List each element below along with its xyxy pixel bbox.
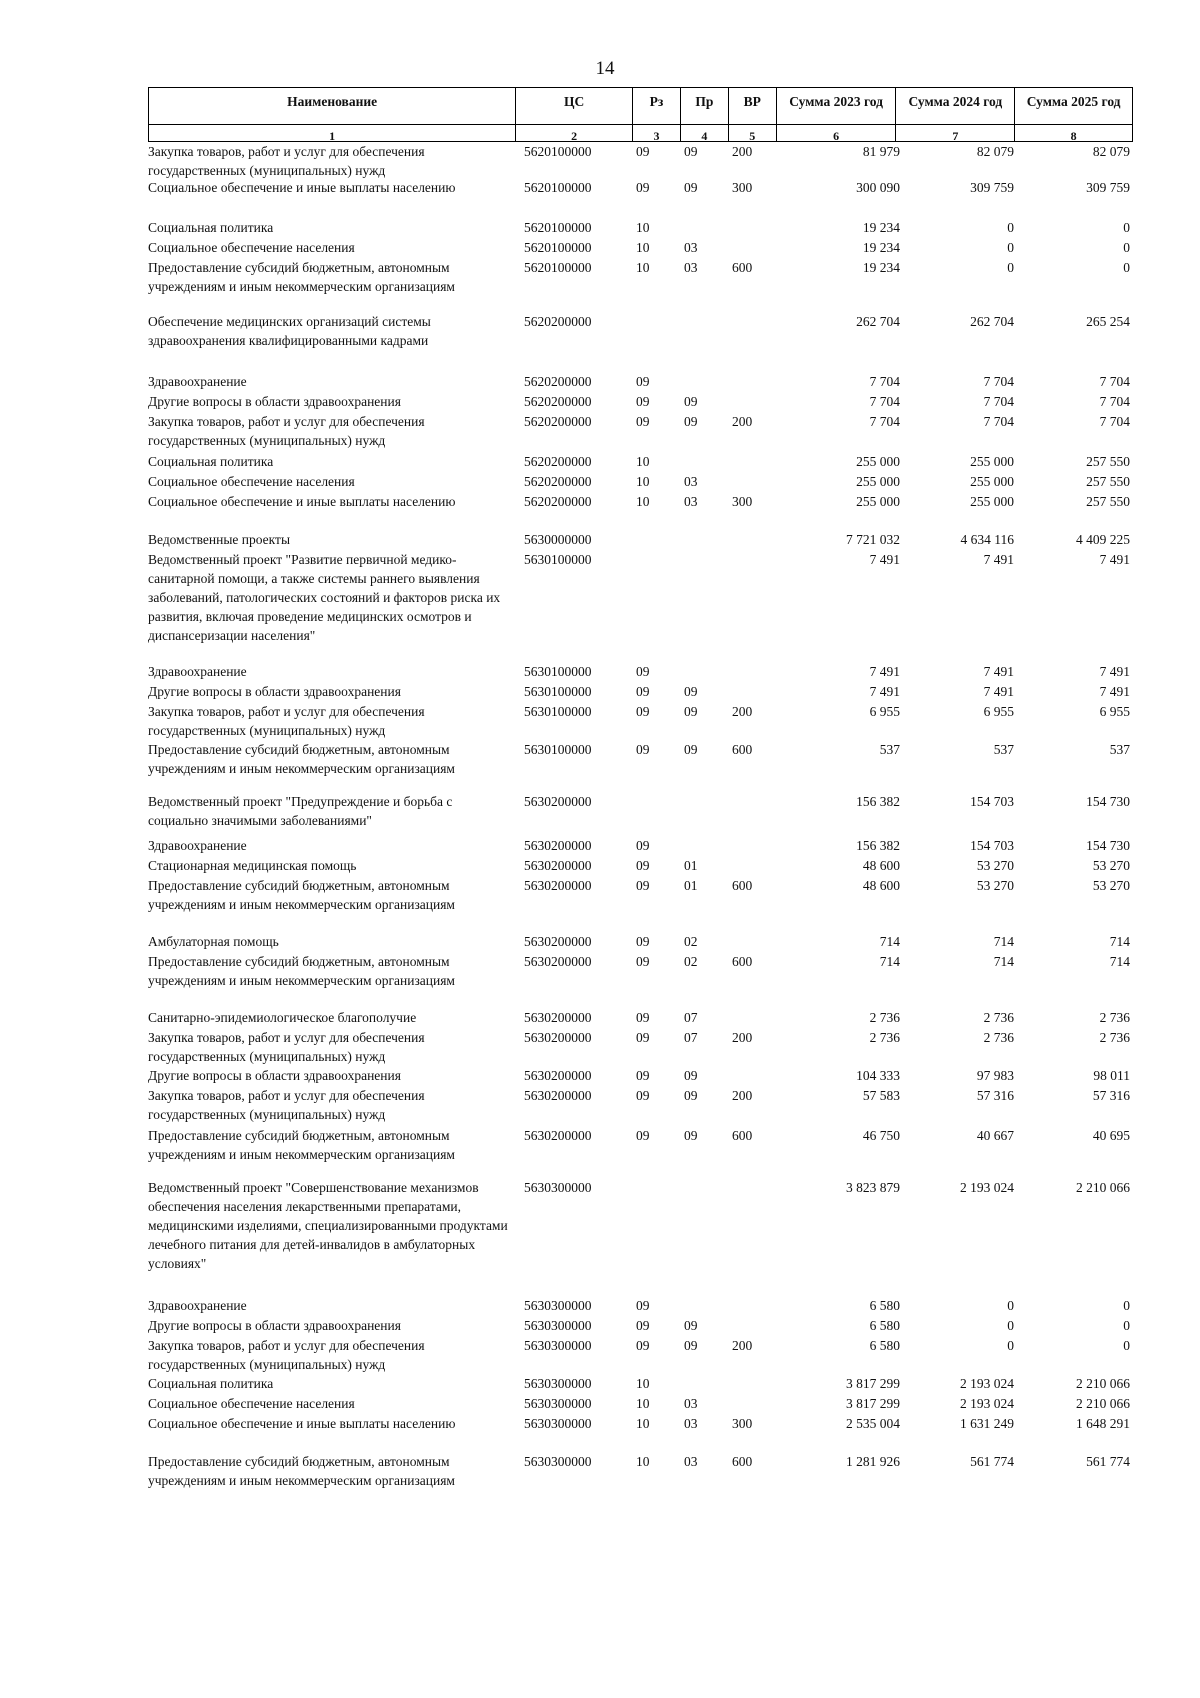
row-sum-2025: 257 550 (1086, 494, 1130, 509)
row-name: Закупка товаров, работ и услуг для обеспечения государственных (муниципальных) нужд (148, 1338, 425, 1372)
row-rz: 09 (636, 180, 650, 195)
row-vr: 200 (732, 1088, 753, 1103)
page-number: 14 (595, 58, 615, 79)
row-cs: 5630200000 (524, 1030, 592, 1045)
row-name: Закупка товаров, работ и услуг для обеспечения государственных (муниципальных) нужд (148, 144, 425, 178)
row-pr: 09 (684, 1088, 698, 1103)
row-name: Социальное обеспечение населения (148, 1396, 355, 1411)
row-name: Другие вопросы в области здравоохранения (148, 1068, 401, 1083)
column-number: 6 (777, 125, 897, 141)
row-cs: 5630200000 (524, 1010, 592, 1025)
row-sum-2024: 0 (1007, 240, 1014, 255)
row-sum-2024: 255 000 (970, 454, 1014, 469)
row-name: Здравоохранение (148, 374, 247, 389)
row-rz: 09 (636, 1338, 650, 1353)
row-rz: 09 (636, 374, 650, 389)
budget-table (148, 87, 1133, 1488)
row-sum-2025: 537 (1109, 742, 1130, 757)
row-sum-2025: 714 (1109, 954, 1130, 969)
row-name: Закупка товаров, работ и услуг для обеспечения государственных (муниципальных) нужд (148, 414, 425, 448)
row-sum-2024: 0 (1007, 1318, 1014, 1333)
row-name: Социальное обеспечение населения (148, 474, 355, 489)
row-name: Здравоохранение (148, 664, 247, 679)
row-pr: 09 (684, 394, 698, 409)
row-cs: 5620100000 (524, 220, 592, 235)
row-sum-2025: 82 079 (1092, 144, 1130, 159)
row-cs: 5630200000 (524, 954, 592, 969)
row-cs: 5630300000 (524, 1338, 592, 1353)
row-cs: 5620200000 (524, 454, 592, 469)
row-sum-2025: 0 (1123, 240, 1130, 255)
row-sum-2025: 0 (1123, 1298, 1130, 1313)
row-sum-2025: 4 409 225 (1076, 532, 1130, 547)
row-rz: 09 (636, 394, 650, 409)
row-pr: 07 (684, 1030, 698, 1045)
row-rz: 10 (636, 474, 650, 489)
row-sum-2024: 7 704 (983, 414, 1014, 429)
row-cs: 5630300000 (524, 1376, 592, 1391)
row-vr: 200 (732, 1338, 753, 1353)
column-number: 2 (516, 125, 633, 141)
row-sum-2024: 53 270 (976, 878, 1014, 893)
row-cs: 5620200000 (524, 374, 592, 389)
row-name: Закупка товаров, работ и услуг для обеспечения государственных (муниципальных) нужд (148, 1030, 425, 1064)
row-pr: 03 (684, 1396, 698, 1411)
row-name: Стационарная медицинская помощь (148, 858, 357, 873)
row-rz: 09 (636, 704, 650, 719)
row-vr: 600 (732, 260, 753, 275)
row-name: Здравоохранение (148, 838, 247, 853)
row-vr: 600 (732, 742, 753, 757)
row-sum-2024: 561 774 (970, 1454, 1014, 1469)
row-name: Предоставление субсидий бюджетным, автономным учреждениям и иным некоммерческим организациям (148, 742, 455, 776)
row-cs: 5630200000 (524, 1068, 592, 1083)
table-header (148, 87, 1133, 125)
row-cs: 5630200000 (524, 1088, 592, 1103)
row-sum-2025: 1 648 291 (1076, 1416, 1130, 1431)
row-sum-2023: 19 234 (862, 220, 900, 235)
row-sum-2024: 2 736 (983, 1010, 1014, 1025)
row-cs: 5630100000 (524, 664, 592, 679)
row-sum-2023: 3 817 299 (846, 1396, 900, 1411)
row-sum-2023: 19 234 (862, 240, 900, 255)
row-sum-2025: 154 730 (1086, 838, 1130, 853)
row-pr: 03 (684, 260, 698, 275)
row-cs: 5620200000 (524, 394, 592, 409)
row-cs: 5630200000 (524, 934, 592, 949)
row-sum-2024: 0 (1007, 220, 1014, 235)
row-pr: 09 (684, 1128, 698, 1143)
row-sum-2025: 0 (1123, 220, 1130, 235)
row-sum-2025: 7 704 (1099, 414, 1130, 429)
row-sum-2024: 0 (1007, 1298, 1014, 1313)
row-rz: 09 (636, 878, 650, 893)
row-rz: 10 (636, 1454, 650, 1469)
row-pr: 09 (684, 144, 698, 159)
row-cs: 5620100000 (524, 260, 592, 275)
row-sum-2023: 7 704 (869, 414, 900, 429)
row-name: Социальное обеспечение и иные выплаты населению (148, 1416, 456, 1431)
row-sum-2023: 255 000 (856, 494, 900, 509)
row-rz: 09 (636, 414, 650, 429)
row-sum-2024: 255 000 (970, 474, 1014, 489)
row-name: Другие вопросы в области здравоохранения (148, 1318, 401, 1333)
row-sum-2023: 7 491 (869, 664, 900, 679)
row-sum-2023: 255 000 (856, 474, 900, 489)
row-vr: 200 (732, 414, 753, 429)
row-cs: 5630000000 (524, 532, 592, 547)
row-cs: 5630200000 (524, 858, 592, 873)
row-pr: 03 (684, 240, 698, 255)
row-cs: 5630300000 (524, 1180, 592, 1195)
row-vr: 600 (732, 954, 753, 969)
row-sum-2024: 40 667 (976, 1128, 1014, 1143)
row-pr: 09 (684, 180, 698, 195)
row-sum-2023: 156 382 (856, 794, 900, 809)
row-sum-2024: 4 634 116 (960, 532, 1014, 547)
row-pr: 03 (684, 474, 698, 489)
row-sum-2025: 6 955 (1099, 704, 1130, 719)
row-rz: 09 (636, 838, 650, 853)
row-name: Другие вопросы в области здравоохранения (148, 394, 401, 409)
header-cs: ЦС (516, 88, 633, 124)
row-pr: 09 (684, 684, 698, 699)
row-sum-2024: 309 759 (970, 180, 1014, 195)
column-number: 8 (1070, 129, 1077, 141)
row-sum-2025: 154 730 (1086, 794, 1130, 809)
row-pr: 09 (684, 704, 698, 719)
row-cs: 5630100000 (524, 742, 592, 757)
row-name: Санитарно-эпидемиологическое благополучие (148, 1010, 417, 1025)
row-sum-2024: 82 079 (976, 144, 1014, 159)
row-sum-2025: 7 704 (1099, 374, 1130, 389)
row-rz: 10 (636, 454, 650, 469)
row-cs: 5630200000 (524, 878, 592, 893)
row-pr: 03 (684, 1454, 698, 1469)
row-name: Обеспечение медицинских организаций системы здравоохранения квалифицированными кадрами (148, 314, 431, 348)
row-rz: 09 (636, 1088, 650, 1103)
row-sum-2025: 0 (1123, 1338, 1130, 1353)
column-number: 1 (149, 125, 516, 141)
row-sum-2024: 714 (993, 934, 1014, 949)
row-rz: 10 (636, 1396, 650, 1411)
row-sum-2024: 6 955 (983, 704, 1014, 719)
row-sum-2024: 2 193 024 (960, 1396, 1014, 1411)
row-sum-2025: 2 736 (1099, 1010, 1130, 1025)
row-rz: 09 (636, 1030, 650, 1045)
row-sum-2023: 81 979 (862, 144, 900, 159)
row-pr: 01 (684, 878, 698, 893)
row-sum-2025: 309 759 (1086, 180, 1130, 195)
header-sum-2023: Сумма 2023 год (777, 88, 897, 124)
row-pr: 03 (684, 494, 698, 509)
row-name: Предоставление субсидий бюджетным, автономным учреждениям и иным некоммерческим организациям (148, 954, 455, 988)
column-number: 3 (633, 125, 681, 141)
row-sum-2023: 2 736 (869, 1030, 900, 1045)
row-sum-2025: 98 011 (1093, 1068, 1130, 1083)
row-rz: 10 (636, 260, 650, 275)
header-vr: ВР (729, 88, 777, 124)
row-sum-2023: 537 (879, 742, 900, 757)
row-pr: 09 (684, 1068, 698, 1083)
row-sum-2023: 2 535 004 (846, 1416, 900, 1431)
row-sum-2025: 7 491 (1099, 552, 1130, 567)
row-sum-2024: 57 316 (976, 1088, 1014, 1103)
row-name: Закупка товаров, работ и услуг для обеспечения государственных (муниципальных) нужд (148, 704, 425, 738)
row-pr: 09 (684, 1318, 698, 1333)
row-sum-2025: 714 (1109, 934, 1130, 949)
row-name: Предоставление субсидий бюджетным, автономным учреждениям и иным некоммерческим организациям (148, 1454, 455, 1488)
row-name: Закупка товаров, работ и услуг для обеспечения государственных (муниципальных) нужд (148, 1088, 425, 1122)
row-sum-2023: 104 333 (856, 1068, 900, 1083)
row-pr: 09 (684, 414, 698, 429)
row-cs: 5630300000 (524, 1454, 592, 1469)
row-rz: 10 (636, 1416, 650, 1431)
row-cs: 5630200000 (524, 838, 592, 853)
row-name: Здравоохранение (148, 1298, 247, 1313)
row-sum-2025: 7 491 (1099, 664, 1130, 679)
row-sum-2025: 53 270 (1092, 878, 1130, 893)
row-vr: 600 (732, 1454, 753, 1469)
row-name: Социальная политика (148, 220, 274, 235)
row-sum-2024: 97 983 (976, 1068, 1014, 1083)
header-rz: Рз (633, 88, 681, 124)
row-sum-2025: 7 491 (1099, 684, 1130, 699)
row-cs: 5630300000 (524, 1298, 592, 1313)
row-sum-2023: 3 817 299 (846, 1376, 900, 1391)
row-sum-2023: 48 600 (862, 878, 900, 893)
row-pr: 02 (684, 954, 698, 969)
row-name: Социальная политика (148, 454, 274, 469)
row-cs: 5620100000 (524, 144, 592, 159)
row-rz: 09 (636, 954, 650, 969)
header-sum-2024: Сумма 2024 год (896, 88, 1015, 124)
row-pr: 01 (684, 858, 698, 873)
row-cs: 5630300000 (524, 1318, 592, 1333)
row-sum-2025: 257 550 (1086, 474, 1130, 489)
row-sum-2023: 6 955 (869, 704, 900, 719)
row-cs: 5620200000 (524, 494, 592, 509)
row-name: Предоставление субсидий бюджетным, автономным учреждениям и иным некоммерческим организациям (148, 878, 455, 912)
row-name: Социальная политика (148, 1376, 274, 1391)
row-sum-2025: 265 254 (1086, 314, 1130, 329)
row-pr: 09 (684, 1338, 698, 1353)
row-sum-2023: 7 491 (869, 552, 900, 567)
row-sum-2024: 262 704 (970, 314, 1014, 329)
row-sum-2025: 53 270 (1092, 858, 1130, 873)
row-vr: 600 (732, 1128, 753, 1143)
row-sum-2025: 2 210 066 (1076, 1180, 1130, 1195)
row-rz: 09 (636, 1298, 650, 1313)
row-sum-2023: 714 (879, 934, 900, 949)
row-name: Ведомственный проект "Предупреждение и борьба с социально значимыми заболеваниями" (148, 794, 453, 828)
row-sum-2024: 154 703 (970, 794, 1014, 809)
row-cs: 5630100000 (524, 684, 592, 699)
row-rz: 09 (636, 684, 650, 699)
row-sum-2025: 0 (1123, 1318, 1130, 1333)
row-sum-2023: 262 704 (856, 314, 900, 329)
row-vr: 200 (732, 144, 753, 159)
row-sum-2023: 6 580 (869, 1338, 900, 1353)
row-sum-2023: 7 721 032 (846, 532, 900, 547)
row-sum-2023: 3 823 879 (846, 1180, 900, 1195)
row-rz: 10 (636, 1376, 650, 1391)
column-number: 7 (896, 125, 1015, 141)
row-sum-2023: 46 750 (862, 1128, 900, 1143)
row-sum-2024: 7 491 (983, 552, 1014, 567)
row-sum-2024: 1 631 249 (960, 1416, 1014, 1431)
row-pr: 07 (684, 1010, 698, 1025)
row-cs: 5630300000 (524, 1416, 592, 1431)
row-cs: 5620200000 (524, 314, 592, 329)
row-sum-2023: 7 704 (869, 374, 900, 389)
row-rz: 09 (636, 1010, 650, 1025)
row-rz: 09 (636, 664, 650, 679)
row-rz: 09 (636, 742, 650, 757)
row-cs: 5630100000 (524, 552, 592, 567)
row-sum-2024: 0 (1007, 260, 1014, 275)
row-rz: 09 (636, 1068, 650, 1083)
row-sum-2025: 2 210 066 (1076, 1396, 1130, 1411)
row-rz: 09 (636, 934, 650, 949)
row-sum-2025: 0 (1123, 260, 1130, 275)
row-sum-2025: 7 704 (1099, 394, 1130, 409)
row-sum-2025: 561 774 (1086, 1454, 1130, 1469)
row-rz: 09 (636, 144, 650, 159)
row-sum-2024: 2 193 024 (960, 1180, 1014, 1195)
row-vr: 200 (732, 1030, 753, 1045)
column-number: 5 (729, 125, 777, 141)
row-sum-2024: 154 703 (970, 838, 1014, 853)
row-sum-2023: 2 736 (869, 1010, 900, 1025)
row-vr: 300 (732, 1416, 753, 1431)
row-sum-2023: 6 580 (869, 1318, 900, 1333)
row-rz: 10 (636, 494, 650, 509)
row-name: Социальное обеспечение и иные выплаты населению (148, 180, 456, 195)
row-vr: 300 (732, 180, 753, 195)
row-sum-2023: 6 580 (869, 1298, 900, 1313)
row-cs: 5630200000 (524, 1128, 592, 1143)
row-rz: 09 (636, 858, 650, 873)
row-name: Ведомственный проект "Совершенствование механизмов обеспечения населения лекарственными препаратами, медицинскими изделиями, специализированными продуктами лечебного питания для детей-инвалидов в амбулаторных условиях" (148, 1180, 508, 1271)
header-name: Наименование (149, 88, 516, 124)
row-sum-2025: 2 736 (1099, 1030, 1130, 1045)
row-rz: 10 (636, 220, 650, 235)
row-sum-2023: 7 491 (869, 684, 900, 699)
row-name: Предоставление субсидий бюджетным, автономным учреждениям и иным некоммерческим организациям (148, 260, 455, 294)
row-name: Социальное обеспечение и иные выплаты населению (148, 494, 456, 509)
row-name: Предоставление субсидий бюджетным, автономным учреждениям и иным некоммерческим организациям (148, 1128, 455, 1162)
row-cs: 5630100000 (524, 704, 592, 719)
row-sum-2023: 714 (879, 954, 900, 969)
row-sum-2023: 48 600 (862, 858, 900, 873)
header-pr: Пр (681, 88, 729, 124)
row-sum-2024: 7 704 (983, 374, 1014, 389)
row-cs: 5620100000 (524, 240, 592, 255)
row-sum-2024: 537 (993, 742, 1014, 757)
row-name: Ведомственные проекты (148, 532, 291, 547)
row-sum-2023: 19 234 (862, 260, 900, 275)
row-name: Ведомственный проект "Развитие первичной медико-санитарной помощи, а также системы раннего выявления заболеваний, патологических состояний и факторов риска их развития, включая проведение медицинских осмотров и диспансеризации населения" (148, 552, 501, 643)
row-name: Социальное обеспечение населения (148, 240, 355, 255)
row-pr: 09 (684, 742, 698, 757)
row-sum-2025: 40 695 (1092, 1128, 1130, 1143)
row-sum-2024: 2 736 (983, 1030, 1014, 1045)
row-sum-2024: 7 491 (983, 684, 1014, 699)
row-sum-2025: 57 316 (1092, 1088, 1130, 1103)
row-cs: 5630200000 (524, 794, 592, 809)
row-cs: 5630300000 (524, 1396, 592, 1411)
row-cs: 5620200000 (524, 414, 592, 429)
row-sum-2024: 255 000 (970, 494, 1014, 509)
row-sum-2023: 7 704 (869, 394, 900, 409)
row-sum-2023: 57 583 (862, 1088, 900, 1103)
row-sum-2023: 255 000 (856, 454, 900, 469)
row-name: Амбулаторная помощь (148, 934, 279, 949)
row-sum-2024: 7 704 (983, 394, 1014, 409)
row-sum-2024: 7 491 (983, 664, 1014, 679)
column-numbers-row (148, 125, 1133, 142)
row-pr: 02 (684, 934, 698, 949)
row-vr: 300 (732, 494, 753, 509)
row-vr: 600 (732, 878, 753, 893)
row-sum-2024: 714 (993, 954, 1014, 969)
row-sum-2025: 257 550 (1086, 454, 1130, 469)
row-rz: 10 (636, 240, 650, 255)
row-sum-2024: 0 (1007, 1338, 1014, 1353)
row-vr: 200 (732, 704, 753, 719)
row-rz: 09 (636, 1318, 650, 1333)
row-sum-2024: 2 193 024 (960, 1376, 1014, 1391)
row-name: Другие вопросы в области здравоохранения (148, 684, 401, 699)
row-sum-2023: 1 281 926 (846, 1454, 900, 1469)
row-rz: 09 (636, 1128, 650, 1143)
row-sum-2023: 300 090 (856, 180, 900, 195)
row-cs: 5620200000 (524, 474, 592, 489)
row-sum-2023: 156 382 (856, 838, 900, 853)
header-sum-2025: Сумма 2025 год (1026, 94, 1121, 109)
row-cs: 5620100000 (524, 180, 592, 195)
row-sum-2025: 2 210 066 (1076, 1376, 1130, 1391)
row-sum-2024: 53 270 (976, 858, 1014, 873)
column-number: 4 (681, 125, 729, 141)
row-pr: 03 (684, 1416, 698, 1431)
